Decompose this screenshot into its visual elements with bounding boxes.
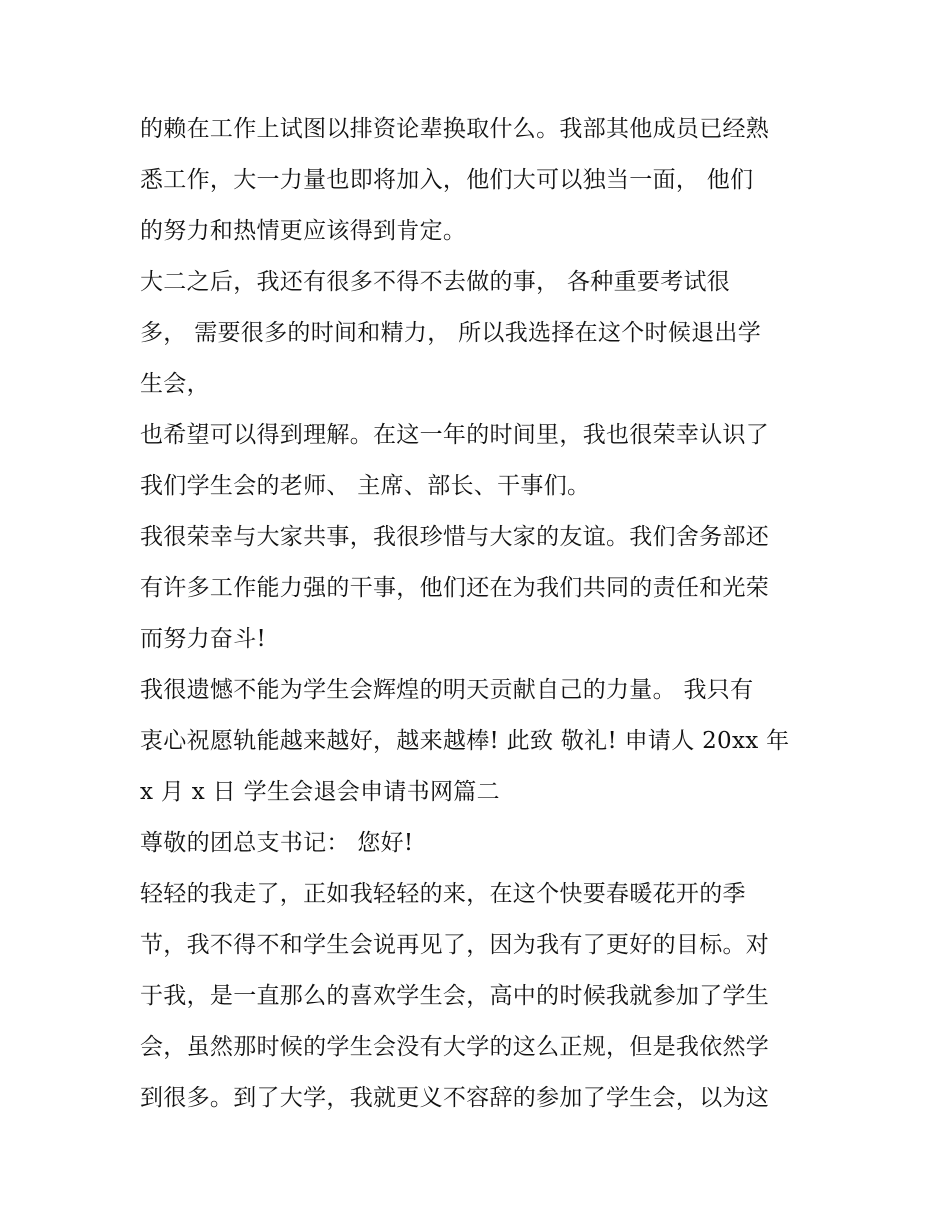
text-line: 尊敬的团总支书记： 您好! [140, 830, 414, 856]
text-line: 多， 需要很多的时间和精力， 所以我选择在这个时候退出学 [140, 320, 762, 346]
document-body [140, 104, 820, 1124]
text-line: 节，我不得不和学生会说再见了，因为我有了更好的目标。对 [140, 932, 770, 958]
text-line: 我很荣幸与大家共事，我很珍惜与大家的友谊。我们舍务部还 [140, 524, 770, 550]
text-line: 会，虽然那时候的学生会没有大学的这么正规，但是我依然学 [140, 1034, 770, 1060]
text-line: 我们学生会的老师、 主席、部长、干事们。 [140, 473, 591, 499]
text-line: 的努力和热情更应该得到肯定。 [140, 218, 467, 244]
text-line: 到很多。到了大学，我就更义不容辞的参加了学生会，以为这 [140, 1085, 770, 1111]
text-line: 有许多工作能力强的干事，他们还在为我们共同的责任和光荣 [140, 575, 770, 601]
text-line: 悉工作，大一力量也即将加入，他们大可以独当一面， 他们 [140, 167, 754, 193]
text-line: 轻轻的我走了，正如我轻轻的来，在这个快要春暖花开的季 [140, 881, 746, 907]
text-line: 衷心祝愿轨能越来越好，越来越棒! 此致 敬礼! 申请人 20xx 年 [140, 728, 790, 754]
text-line: 生会， [140, 371, 210, 397]
text-line: 而努力奋斗! [140, 626, 267, 652]
text-line: 也希望可以得到理解。在这一年的时间里，我也很荣幸认识了 [140, 422, 770, 448]
text-line: 我很遗憾不能为学生会辉煌的明天贡献自己的力量。 我只有 [140, 677, 754, 703]
text-line: 的赖在工作上试图以排资论辈换取什么。我部其他成员已经熟 [140, 116, 770, 142]
text-line: x 月 x 日 学生会退会申请书网篇二 [140, 779, 500, 805]
text-line: 于我，是一直那么的喜欢学生会，高中的时候我就参加了学生 [140, 983, 770, 1009]
text-line: 大二之后，我还有很多不得不去做的事， 各种重要考试很 [140, 269, 731, 295]
